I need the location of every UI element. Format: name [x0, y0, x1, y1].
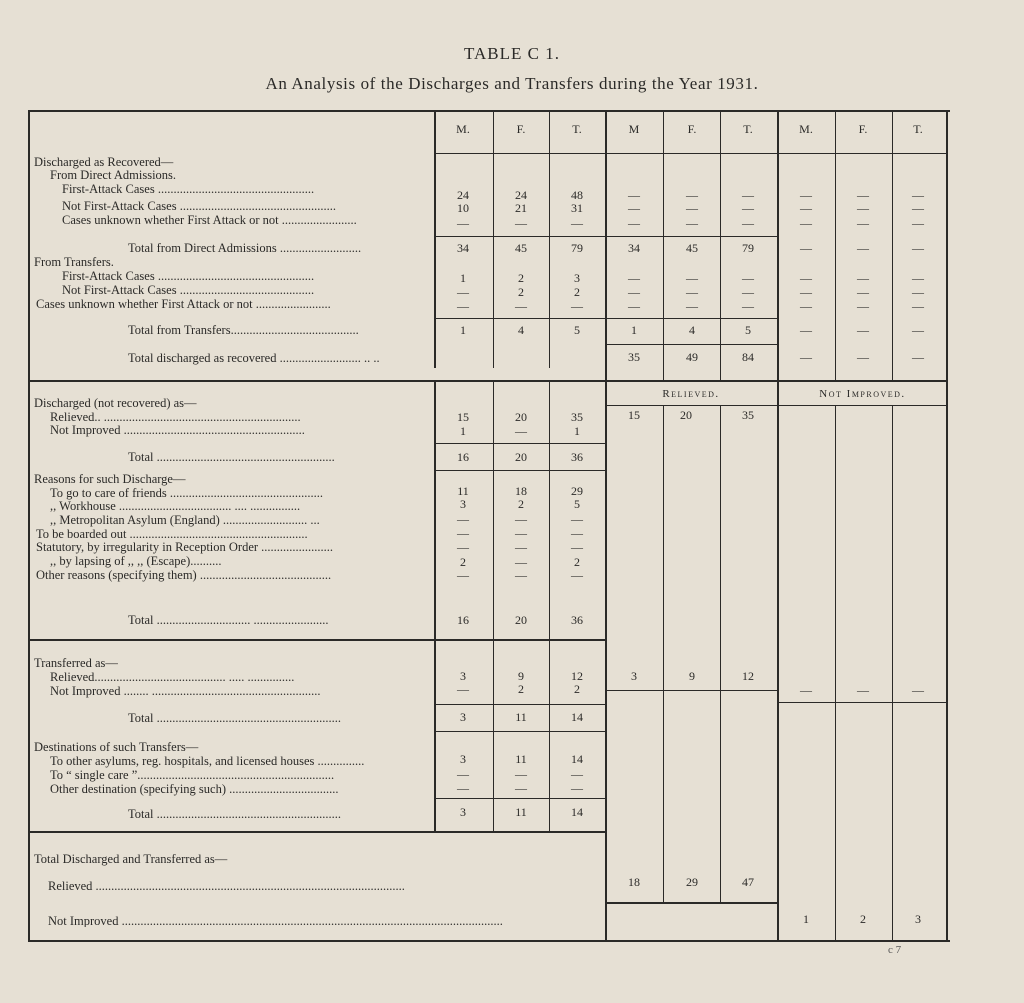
cell: 12 [742, 669, 754, 683]
total-label: Total ........................................................... [128, 807, 342, 821]
cell: 2 [518, 682, 524, 696]
cell: 14 [571, 752, 583, 766]
cell: — [912, 241, 924, 255]
cell: 18 [628, 875, 640, 889]
cell: 34 [628, 241, 640, 255]
row-label: Relieved.......................................... ..... ............... [50, 670, 295, 684]
cell: 2 [518, 271, 524, 285]
row-label: ,, Workhouse .................................... .... ................ [50, 499, 301, 513]
cell: 11 [515, 710, 527, 724]
cell: 15 [628, 408, 640, 422]
cell: — [515, 568, 527, 582]
cell: — [800, 216, 812, 230]
header-f: F. [516, 122, 526, 136]
cell: — [457, 781, 469, 795]
header-m: M [628, 122, 640, 136]
cell: — [515, 299, 527, 313]
cell: — [457, 568, 469, 582]
cell: 31 [571, 201, 583, 215]
section-heading: Discharged as Recovered— [34, 155, 174, 169]
cell: 35 [571, 410, 583, 424]
cell: 36 [571, 613, 583, 627]
cell: 34 [457, 241, 469, 255]
row-label: Not Improved ........ ...................................................... [50, 684, 321, 698]
section-heading: Discharged (not recovered) as— [34, 396, 197, 410]
cell: — [857, 299, 869, 313]
cell: 35 [742, 408, 754, 422]
cell: — [457, 682, 469, 696]
cell: 14 [571, 805, 583, 819]
cell: — [857, 201, 869, 215]
cell: — [742, 299, 754, 313]
cell: — [628, 299, 640, 313]
row-label: To other asylums, reg. hospitals, and licensed houses ............... [50, 754, 365, 768]
cell: — [800, 201, 812, 215]
cell: — [515, 512, 527, 526]
cell: — [628, 271, 640, 285]
cell: 2 [574, 285, 580, 299]
table-title: TABLE C 1. [464, 44, 560, 63]
cell: — [857, 188, 869, 202]
cell: 49 [686, 350, 698, 364]
row-label: Relieved ................................................................................................... [48, 880, 405, 892]
cell: — [857, 271, 869, 285]
cell: 4 [518, 323, 524, 337]
section-heading: Transferred as— [34, 656, 118, 670]
cell: 48 [571, 188, 583, 202]
cell: 36 [571, 450, 583, 464]
row-label: ,, Metropolitan Asylum (England) ........................... ... [50, 513, 320, 527]
cell: — [515, 781, 527, 795]
cell: 3 [631, 669, 637, 683]
cell: 21 [515, 201, 527, 215]
header-f: F. [858, 122, 868, 136]
cell: — [800, 271, 812, 285]
cell: — [571, 526, 583, 540]
group-header-not-improved: Not Improved. [819, 388, 906, 400]
row-label: To “ single care ”............................................................... [50, 768, 335, 782]
cell: 2 [518, 285, 524, 299]
row-label: First-Attack Cases .................................................. [62, 269, 315, 283]
cell: 84 [742, 350, 754, 364]
cell: — [912, 188, 924, 202]
cell: 16 [457, 613, 469, 627]
cell: 2 [460, 555, 466, 569]
cell: 2 [518, 497, 524, 511]
row-label: ,, by lapsing of ,, ,, (Escape).......... [50, 554, 222, 568]
row-label: Other reasons (specifying them) .......................................... [36, 568, 332, 582]
header-m: M. [456, 122, 470, 136]
section-heading: Total Discharged and Transferred as— [34, 852, 228, 866]
row-label: Other destination (specifying such) ................................... [50, 782, 339, 796]
subheading: From Direct Admissions. [50, 168, 177, 182]
cell: — [515, 555, 527, 569]
row-label: Not First-Attack Cases .................................................. [62, 199, 336, 213]
cell: — [515, 540, 527, 554]
cell: — [857, 216, 869, 230]
cell: 20 [515, 450, 527, 464]
cell: — [457, 512, 469, 526]
cell: 11 [515, 805, 527, 819]
cell: 1 [460, 323, 466, 337]
cell: 12 [571, 669, 583, 683]
cell: 47 [742, 875, 754, 889]
cell: — [857, 285, 869, 299]
cell: — [912, 285, 924, 299]
row-label: Not Improved .......................................................................................................................... [48, 915, 503, 927]
cell: 3 [460, 752, 466, 766]
cell: 11 [515, 752, 527, 766]
cell: 35 [628, 350, 640, 364]
cell: — [742, 285, 754, 299]
cell: — [628, 285, 640, 299]
cell: — [800, 323, 812, 337]
header-m: M. [799, 122, 813, 136]
row-label: Cases unknown whether First Attack or not ........................ [36, 297, 331, 311]
cell: — [912, 216, 924, 230]
page-marker: c 7 [888, 944, 902, 956]
cell: — [800, 285, 812, 299]
header-f: F. [687, 122, 697, 136]
cell: — [742, 188, 754, 202]
cell: — [515, 526, 527, 540]
subheading: Destinations of such Transfers— [34, 740, 199, 754]
header-t: T. [743, 122, 753, 136]
cell: — [457, 285, 469, 299]
cell: — [571, 540, 583, 554]
cell: 2 [574, 682, 580, 696]
cell: 3 [915, 912, 921, 926]
cell: — [742, 201, 754, 215]
total-label: Total ......................................................... [128, 450, 335, 464]
cell: 45 [515, 241, 527, 255]
cell: 24 [515, 188, 527, 202]
cell: 1 [460, 424, 466, 438]
total-label: Total from Direct Admissions .......................... [128, 241, 362, 255]
cell: — [571, 216, 583, 230]
cell: 18 [515, 484, 527, 498]
cell: 3 [460, 497, 466, 511]
row-label: Statutory, by irregularity in Reception Order ....................... [36, 540, 334, 554]
cell: — [857, 683, 869, 697]
cell: — [686, 299, 698, 313]
cell: 15 [457, 410, 469, 424]
group-header-relieved: Relieved. [662, 388, 720, 400]
cell: — [912, 299, 924, 313]
cell: — [912, 271, 924, 285]
cell: — [857, 350, 869, 364]
cell: 9 [689, 669, 695, 683]
cell: 1 [803, 912, 809, 926]
cell: — [457, 299, 469, 313]
row-label: To be boarded out ......................................................... [36, 527, 308, 541]
row-label: Not Improved .......................................................... [50, 423, 305, 437]
cell: — [686, 201, 698, 215]
cell: — [800, 299, 812, 313]
cell: 24 [457, 188, 469, 202]
cell: — [912, 323, 924, 337]
header-t: T. [913, 122, 923, 136]
cell: 9 [518, 669, 524, 683]
cell: 5 [574, 497, 580, 511]
cell: — [742, 271, 754, 285]
row-label: To go to care of friends ................................................. [50, 486, 324, 500]
total-label: Total .............................. ........................ [128, 613, 329, 627]
cell: — [857, 241, 869, 255]
cell: — [628, 201, 640, 215]
cell: 3 [460, 710, 466, 724]
row-label: Cases unknown whether First Attack or not ........................ [62, 213, 357, 227]
total-label: Total from Transfers......................................... [128, 323, 359, 337]
cell: 14 [571, 710, 583, 724]
cell: — [515, 424, 527, 438]
cell: — [515, 216, 527, 230]
cell: — [457, 526, 469, 540]
subheading: Reasons for such Discharge— [34, 472, 186, 486]
cell: 20 [515, 613, 527, 627]
cell: — [912, 683, 924, 697]
cell: — [800, 683, 812, 697]
cell: — [912, 350, 924, 364]
cell: — [571, 781, 583, 795]
cell: 79 [571, 241, 583, 255]
cell: — [457, 767, 469, 781]
cell: 4 [689, 323, 695, 337]
cell: 1 [460, 271, 466, 285]
cell: — [686, 216, 698, 230]
cell: — [457, 216, 469, 230]
table-subtitle: An Analysis of the Discharges and Transfers during the Year 1931. [265, 74, 759, 93]
cell: 1 [574, 424, 580, 438]
row-label: Not First-Attack Cases ........................................... [62, 283, 315, 297]
cell: 3 [574, 271, 580, 285]
cell: 16 [457, 450, 469, 464]
cell: — [800, 188, 812, 202]
total-label: Total discharged as recovered .......................... .. .. [128, 351, 380, 365]
cell: 3 [460, 805, 466, 819]
cell: — [686, 271, 698, 285]
cell: 5 [745, 323, 751, 337]
header-t: T. [572, 122, 582, 136]
cell: 1 [631, 323, 637, 337]
cell: — [742, 216, 754, 230]
row-label: First-Attack Cases .................................................. [62, 182, 315, 196]
cell: — [800, 241, 812, 255]
cell: 79 [742, 241, 754, 255]
cell: — [912, 201, 924, 215]
cell: — [686, 188, 698, 202]
cell: — [515, 767, 527, 781]
cell: — [800, 350, 812, 364]
cell: — [628, 188, 640, 202]
cell: 29 [686, 875, 698, 889]
subheading: From Transfers. [34, 255, 114, 269]
cell: 29 [571, 484, 583, 498]
cell: — [571, 299, 583, 313]
cell: 3 [460, 669, 466, 683]
row-label: Relieved.. ............................................................... [50, 410, 301, 424]
total-label: Total ........................................................... [128, 711, 342, 725]
cell: 2 [574, 555, 580, 569]
cell: — [571, 767, 583, 781]
cell: — [571, 568, 583, 582]
cell: — [571, 512, 583, 526]
cell: 10 [457, 201, 469, 215]
cell: 45 [686, 241, 698, 255]
cell: 20 [680, 408, 692, 422]
cell: — [628, 216, 640, 230]
cell: 20 [515, 410, 527, 424]
cell: — [686, 285, 698, 299]
cell: 11 [457, 484, 469, 498]
cell: 2 [860, 912, 866, 926]
cell: — [457, 540, 469, 554]
cell: — [857, 323, 869, 337]
cell: 5 [574, 323, 580, 337]
